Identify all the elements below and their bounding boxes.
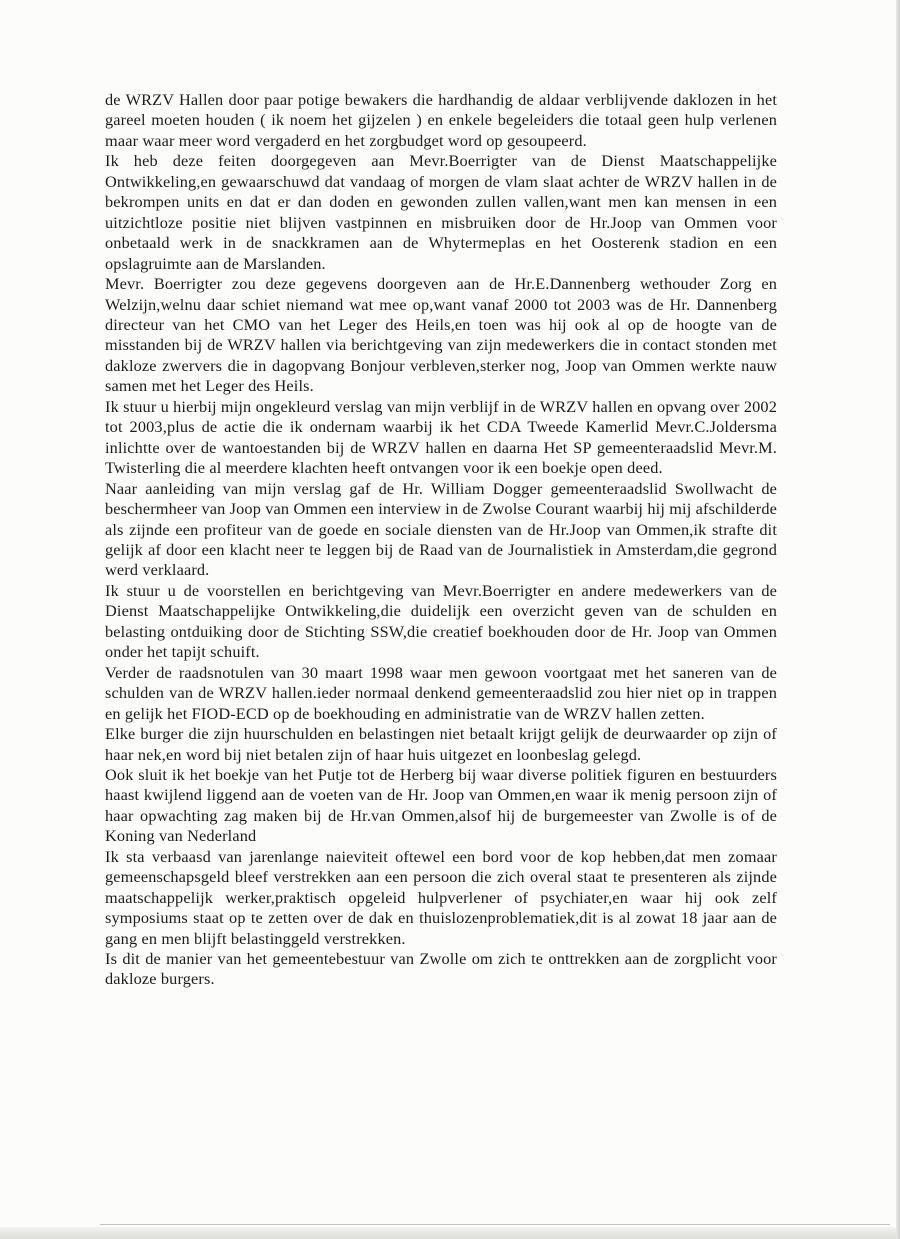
- paper-edge-right: [896, 0, 900, 1239]
- paragraph-voorstellen: Ik stuur u de voorstellen en berichtgeving van Mevr.Boerrigter en andere medewerkers van de Dienst Maatschappelijke Ontwikkeling,die duidelijk een overzicht geven van de schulden en belasting ontduiking door de Stichting SSW,die creatief boekhouden door de Hr. Joop van Ommen onder het tapijt schuift.: [105, 580, 777, 662]
- paragraph-dogger-interview: Naar aanleiding van mijn verslag gaf de Hr. William Dogger gemeenteraadslid Swollwacht de beschermheer van Joop van Ommen een interview in de Zwolse Courant waarbij hij mij afschilderde als zijnde een profiteur van de goede en sociale diensten van de Hr.Joop van Ommen,ik strafte dit gelijk af door een klacht neer te leggen bij de Raad van de Journalistiek in Amsterdam,die gegrond werd verklaard.: [105, 478, 777, 580]
- bottom-rule: [100, 1224, 890, 1225]
- paragraph-boerrigter-waarschuwing: Ik heb deze feiten doorgegeven aan Mevr.Boerrigter van de Dienst Maatschappelijke Ontwikkeling,en gewaarschuwd dat vandaag of morgen de vlam slaat achter de WRZV hallen in de bekrompen units en dat er dan doden en gewonden zullen vallen,want men kan mensen in een uitzichtloze positie niet blijven vastpinnen en misbruiken door de Hr.Joop van Ommen voor onbetaald werk in de snackkramen aan de Whytermeplas en het Oosterenk stadion en een opslagruimte aan de Marslanden.: [105, 151, 777, 273]
- paragraph-naieviteit: Ik sta verbaasd van jarenlange naieviteit oftewel een bord voor de kop hebben,dat men zomaar gemeenschapsgeld bleef verstrekken aan een persoon die zich overal staat te presenteren als zijnde maatschappelijk werker,praktisch opgeleid hulpverlener of psychiater,en waar hij ook zelf symposiums staat op te zetten over de dak en thuislozenproblematiek,dit is al zowat 18 jaar aan de gang en men blijft belastinggeld verstrekken.: [105, 846, 777, 948]
- paragraph-boekje-putje: Ook sluit ik het boekje van het Putje tot de Herberg bij waar diverse politiek figuren en bestuurders haast kwijlend liggend aan de voeten van de Hr. Joop van Ommen,en waar ik menig persoon zijn of haar opwachting zag maken bij de Hr.van Ommen,alsof hij de burgemeester van Zwolle is of de Koning van Nederland: [105, 764, 777, 846]
- paragraph-huurschulden: Elke burger die zijn huurschulden en belastingen niet betaalt krijgt gelijk de deurwaarder op zijn of haar nek,en word bij niet betalen zijn of haar huis uitgezet en loonbeslag gelegd.: [105, 724, 777, 764]
- paragraph-wrzv-bewakers: de WRZV Hallen door paar potige bewakers die hardhandig de aldaar verblijvende daklozen in het gareel moeten houden ( ik noem het gijzelen ) en enkele begeleiders die totaal geen hulp verlenen maar waar meer word vergaderd en het zorgbudget word op gesoupeerd.: [105, 90, 777, 150]
- paragraph-raadsnotulen: Verder de raadsnotulen van 30 maart 1998 waar men gewoon voortgaat met het saneren van de schulden van de WRZV hallen.ieder normaal denkend gemeenteraadslid zou hier niet op in trappen en gelijk het FIOD-ECD op de boekhouding en administratie van de WRZV hallen zetten.: [105, 662, 777, 723]
- paragraph-zorgplicht: Is dit de manier van het gemeentebestuur van Zwolle om zich te onttrekken aan de zorgplicht voor dakloze burgers.: [105, 949, 777, 989]
- paragraph-verslag: Ik stuur u hierbij mijn ongekleurd verslag van mijn verblijf in de WRZV hallen en opvang over 2002 tot 2003,plus de actie die ik ondernam waarbij ik het CDA Tweede Kamerlid Mevr.C.Joldersma inlichtte over de wantoestanden bij de WRZV hallen en daarna Het SP gemeenteraadslid Mevr.M. Twisterling die al meerdere klachten heeft ontvangen voor ik een boekje open deed.: [105, 396, 777, 478]
- letter-body: [105, 90, 777, 990]
- paragraph-dannenberg: Mevr. Boerrigter zou deze gegevens doorgeven aan de Hr.E.Dannenberg wethouder Zorg en Welzijn,welnu daar schiet niemand wat mee op,want vanaf 2000 tot 2003 was de Hr. Dannenberg directeur van het CMO van het Leger des Heils,en toen was hij ook al op de hoogte van de misstanden bij de WRZV hallen via berichtgeving van zijn medewerkers die in contact stonden met dakloze zwervers die in dagopvang Bonjour verbleven,sterker nog, Joop van Ommen werkte nauw samen met het Leger des Heils.: [105, 274, 777, 396]
- paper-edge-bottom: [0, 1227, 900, 1239]
